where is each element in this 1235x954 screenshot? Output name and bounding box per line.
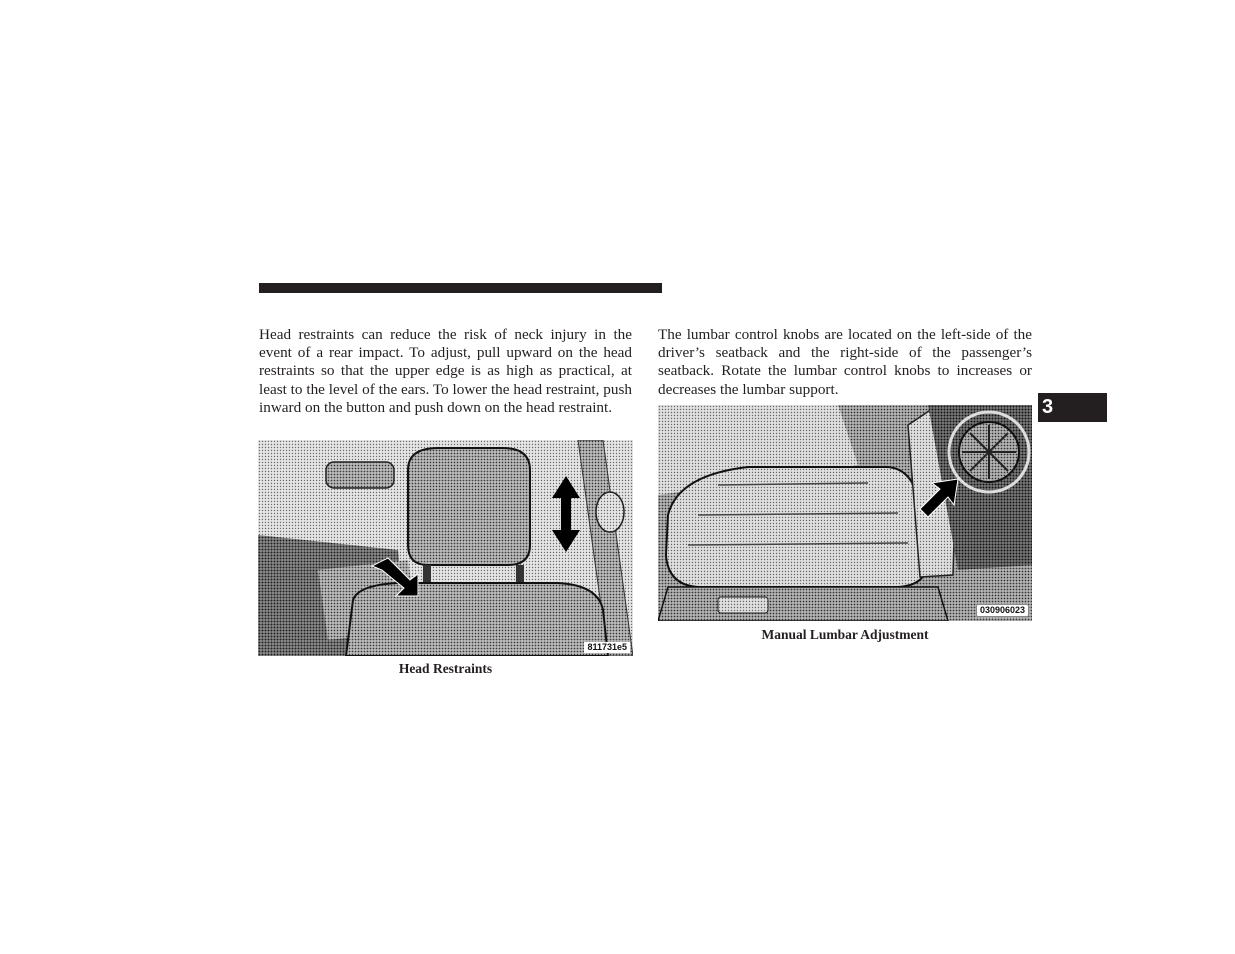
head-restraints-figure: [258, 440, 633, 656]
section-header-rule: [259, 283, 662, 293]
figure-code-label: 811731e5: [584, 642, 630, 653]
head-restraints-caption: Head Restraints: [398, 661, 493, 676]
lumbar-paragraph: The lumbar control knobs are located on the left-side of the driver’s seatback and the right-side of the passenger’s seatback. Rotate the lumbar control knobs to increases or decreases the lumbar support.: [658, 326, 1032, 398]
lumbar-seat-illustration: [658, 405, 1032, 621]
chapter-tab: 3: [1038, 393, 1107, 422]
head-restraints-paragraph: Head restraints can reduce the risk of neck injury in the event of a rear impact. To adjust, pull upward on the head restraints so that the upper edge is as high as practical, at least to the level of the ears. To lower the head restraint, push inward on the button and push down on the head restraint.: [259, 326, 632, 416]
figure-code-label: 030906023: [976, 604, 1029, 617]
lumbar-caption: Manual Lumbar Adjustment: [761, 627, 929, 642]
lumbar-figure: [658, 405, 1032, 621]
head-restraints-illustration: [258, 440, 633, 656]
